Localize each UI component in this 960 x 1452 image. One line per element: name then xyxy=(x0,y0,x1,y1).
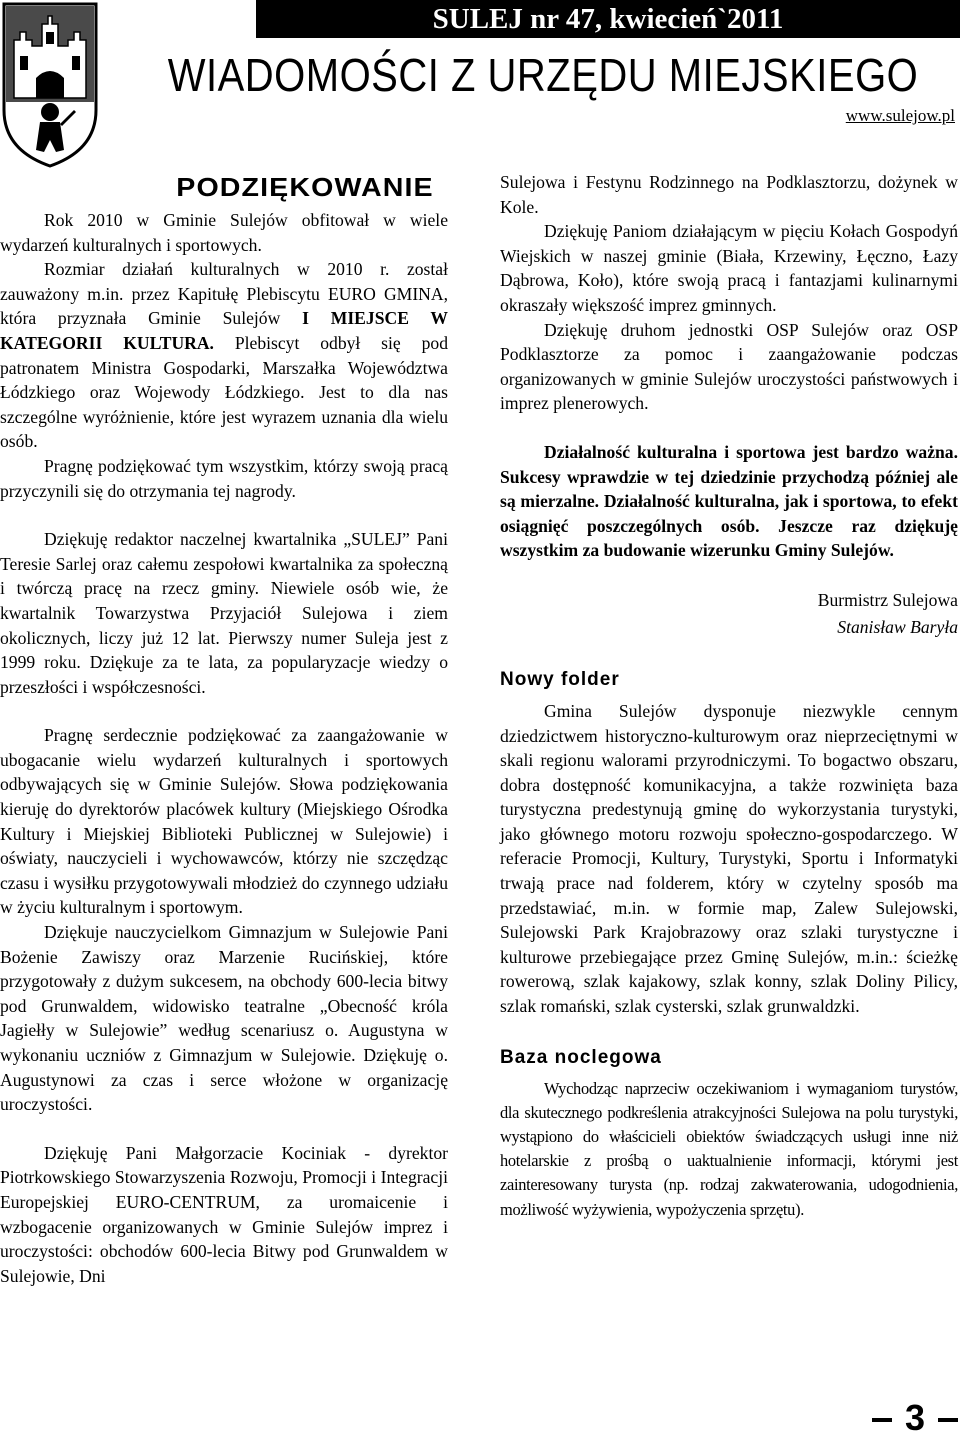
issue-label: SULEJ nr 47, kwiecień`2011 xyxy=(432,3,784,35)
award-text: I MIEJSCE W KATEGORII KULTURA. xyxy=(0,308,448,353)
paragraph: Gmina Sulejów dysponuje niezwykle cennym dziedzictwem historyczno-kulturowym oraz nieprzeciętnymi w skali regionu walorami przyrodniczymi. To bogactwo obszaru, dobra dostępność komunikacyjna, a także rozwinięta baza turystyczna predestynują gminę do wykorzystania turystyki, jako głównego motoru rozwoju społeczno-gospodarczego. W referacie Promocji, Kultury, Turystyki, Sportu i Informatyki trwają prace nad folderem, który w czytelny sposób ma przedstawiać, m.in. w formie map, Zalew Sulejowski, Sulejowski Park Krajobrazowy oraz szlaki turystyczne i kulturowe przebiegające przez Gminę Sulejów, m.in.: ścieżkę rowerową, szlak kajakowy, szlak konny, szlak Doliny Pilicy, szlak romański, szlak cysterski, szlak grunwaldzki. xyxy=(500,700,958,1017)
website-link[interactable]: www.sulejow.pl xyxy=(845,106,955,125)
paragraph: Rozmiar działań kulturalnych w 2010 r. został zauważony m.in. przez Kapitułę Plebiscytu EURO GMINA, która przyznała Gminie Sulejów I MIEJSCE W KATEGORII KULTURA. Plebiscyt odbył się pod patronatem Ministra Gospodarki, Marszałka Województwa Łódzkiego oraz Wojewody Łódzkiego. Jest to dla nas szczególne wyróżnienie, które jest wyrazem uznania dla wielu osób. xyxy=(0,259,448,452)
paragraph: Rok 2010 w Gminie Sulejów obfitował w wiele wydarzeń kulturalnych i sportowych. xyxy=(0,210,448,255)
coat-of-arms-icon xyxy=(0,0,100,168)
right-column xyxy=(500,170,958,1222)
section-heading-folder: Nowy folder xyxy=(500,668,620,690)
paragraph: Sulejowa i Festynu Rodzinnego na Podklasztorzu, dożynek w Kole. xyxy=(500,172,958,217)
paragraph: Dziękuję Paniom działającym w pięciu Kołach Gospodyń Wiejskich w naszej gminie (Biała, Krzewiny, Łęczno, Łazy Dąbrowa, Koło), które swoją pracą i fantazjami kulinarnymi okraszały większość imprez gminnych. xyxy=(500,221,958,315)
paragraph: Dziękuje nauczycielkom Gimnazjum w Sulejowie Pani Bożenie Zawiszy oraz Marzenie Rucińskiej, które przygotowały z dużym sukcesem, na obchody 600-lecia bitwy pod Grunwaldem, widowisko teatralne „Obecność króla Jagiełły w Sulejowie” według scenariusz o. Augustyna w wykonaniu uczniów z Gimnazjum w Sulejowie. Dziękuję o. Augustynowi za czas i serce włożone w organizację uroczystości. xyxy=(0,922,448,1115)
paragraph: Wychodząc naprzeciw oczekiwaniom i wymaganiom turystów, dla skutecznego podkreślenia atrakcyjności Sulejowa na polu turystyki, wystąpiono do właścicieli obiektów świadczących usługi inne niż hotelarskie z prośbą o uaktualnienie informacji, którymi jest zainteresowany turysta (np. rodzaj zakwaterowania, udogodnienia, możliwość wyżywienia, wypożyczenia sprzętu). xyxy=(500,1078,958,1219)
paragraph: Dziękuję Pani Małgorzacie Kociniak - dyrektor Piotrkowskiego Stowarzyszenia Rozwoju, Promocji i Integracji Europejskiej EURO-CENTRUM, za uromaicenie i wzbogacenie organizowanych w Gminie Sulejów imprez i uroczystości: obchodów 600-lecia Bitwy pod Grunwaldem w Sulejowie, Dni xyxy=(0,1142,448,1286)
page-title: WIADOMOŚCI Z URZĘDU MIEJSKIEGO xyxy=(167,50,919,102)
paragraph: Dziękuję druhom jednostki OSP Sulejów oraz OSP Podklasztorze za pomoc i zaangażowanie podczas organizowanych w gminie Sulejów uroczystości państwowych i imprez plenerowych. xyxy=(500,319,958,414)
left-column xyxy=(0,208,448,1288)
paragraph: Pragnę serdecznie podziękować za zaangażowanie w ubogacanie wielu wydarzeń kulturalnych i sportowych odbywających się w Gminie Sulejów. Słowa podziękowania kieruję do dyrektorów placówek kultury (Miejskiego Ośrodka Kultury i Miejskiej Biblioteki Publicznej w Sulejowie) i oświaty, nauczycieli i wychowawców, którzy nie szczędząc czasu i wysiłku przygotowywali młodzież do czynnego udziału w życiu kulturalnym i sportowym. xyxy=(0,725,448,918)
main-heading: PODZIĘKOWANIE xyxy=(176,172,434,202)
signature-title: Burmistrz Sulejowa xyxy=(817,589,958,610)
bold-paragraph: Działalność kulturalna i sportowa jest bardzo ważna. Sukcesy wprawdzie w tej dziedzinie przychodzą później ale są mierzalne. Działalność kulturalna, jak i sportowa, to efekt osiągnięć poszczególnych osób. Jeszcze raz dziękuję wszystkim za budowanie wizerunku Gminy Sulejów. xyxy=(500,441,958,561)
signature-name: Stanisław Baryła xyxy=(837,616,958,637)
paragraph: Dziękuję redaktor naczelnej kwartalnika „SULEJ” Pani Teresie Sarlej oraz całemu zespołowi kwartalnika za społeczną i twórczą pracę na rzecz gminy. Niewiele osób wie, że kwartalnik Towarzystwa Przyjaciół Sulejowa i ziem okolicznych, liczy już 12 lat. Pierwszy numer Suleja jest z 1999 roku. Dziękuje za te lata, za popularyzacje wiedzy o przeszłości i współczesności. xyxy=(0,529,448,697)
paragraph: Pragnę podziękować tym wszystkim, którzy swoją pracą przyczynili się do otrzymania tej nagrody. xyxy=(0,455,448,501)
section-heading-accommodation: Baza noclegowa xyxy=(500,1046,662,1068)
page-number: 3 xyxy=(870,1398,960,1438)
